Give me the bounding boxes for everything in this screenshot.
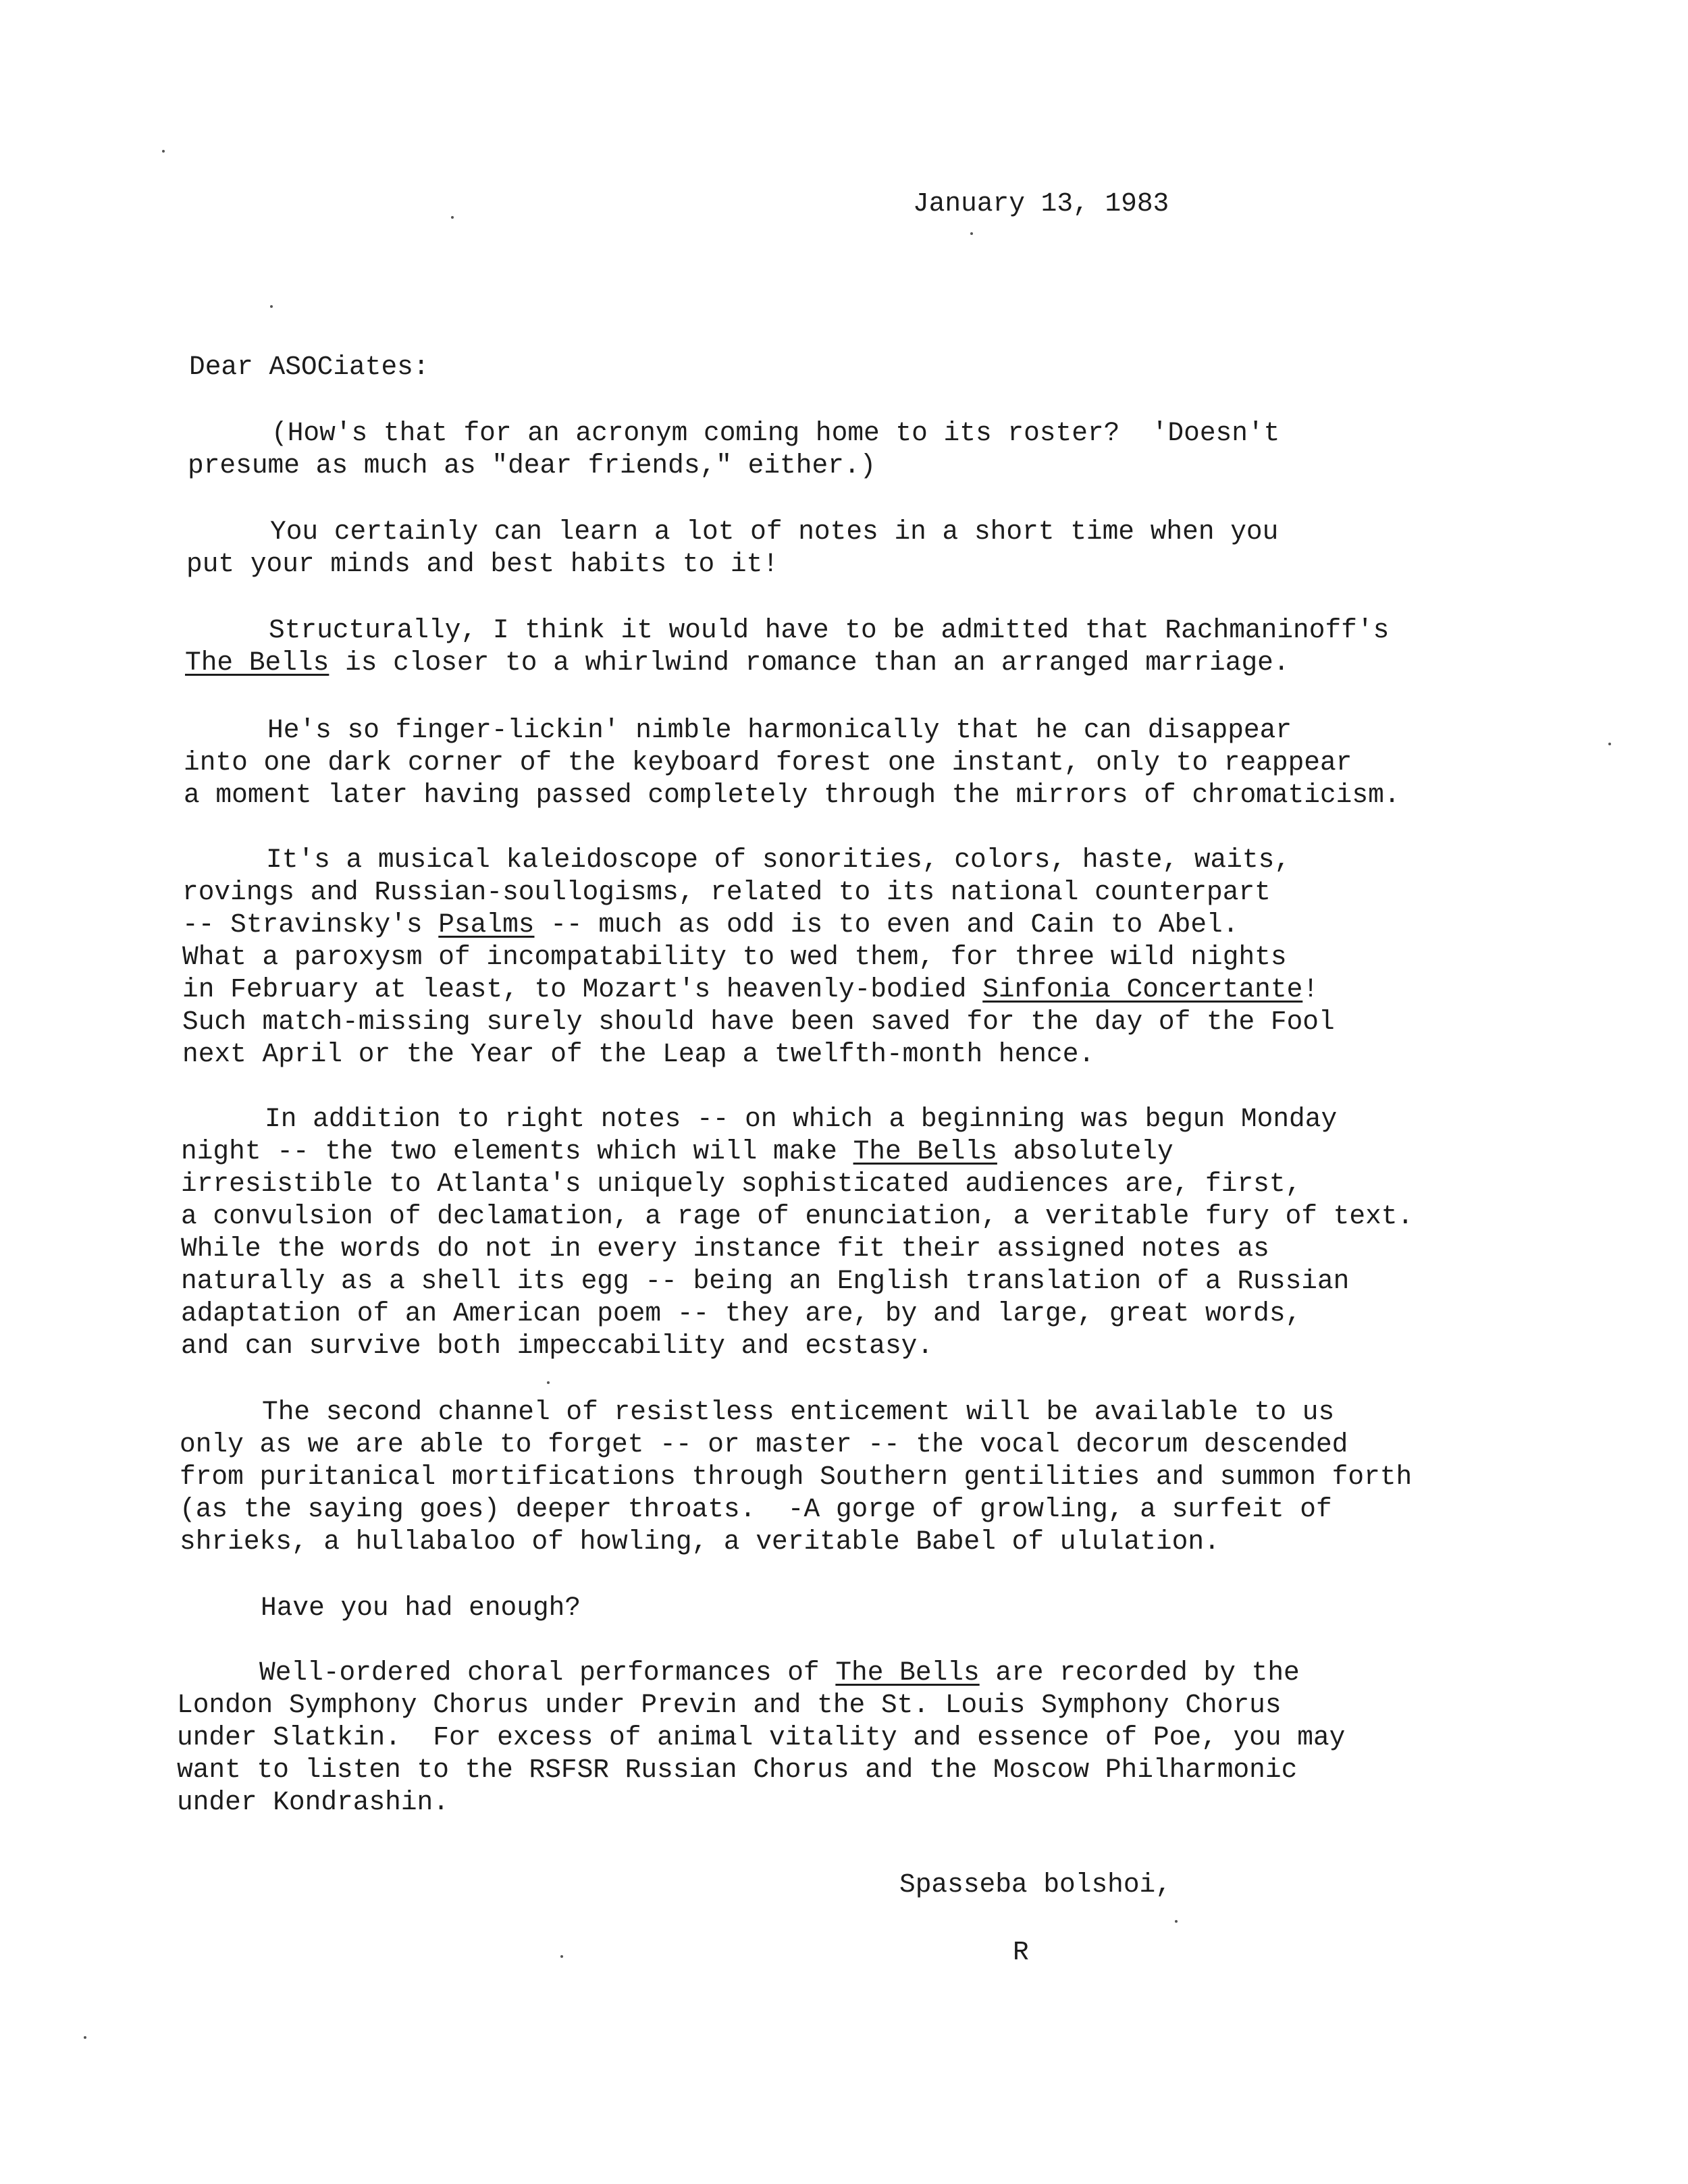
work-title: Sinfonia Concertante [982, 974, 1303, 1005]
paragraph-7-line-1: The second channel of resistless enticement will be available to us [262, 1397, 1335, 1427]
paragraph-1-line-1: (How's that for an acronym coming home to its roster? 'Doesn't [271, 418, 1280, 448]
scan-speck [84, 2036, 86, 2039]
paragraph-9-line-4: want to listen to the RSFSR Russian Chorus and the Moscow Philharmonic [177, 1755, 1298, 1785]
work-title: The Bells [185, 647, 329, 678]
paragraph-5-line-4: What a paroxysm of incompatability to wed them, for three wild nights [182, 942, 1287, 972]
paragraph-6-line-5: While the words do not in every instance fit their assigned notes as [181, 1233, 1269, 1264]
paragraph-6-line-1: In addition to right notes -- on which a beginning was begun Monday [265, 1104, 1338, 1134]
line-text: -- Stravinsky's [182, 909, 439, 940]
paragraph-3-line-1: Structurally, I think it would have to be admitted that Rachmaninoff's [269, 615, 1390, 645]
line-text: absolutely [997, 1136, 1173, 1167]
scan-speck [451, 216, 454, 219]
paragraph-7-line-2: only as we are able to forget -- or master -- the vocal decorum descended [180, 1429, 1348, 1460]
letter-date: January 13, 1983 [913, 188, 1169, 219]
scan-speck [1175, 1920, 1178, 1923]
scan-speck [560, 1955, 563, 1958]
paragraph-5-line-5 [182, 974, 1319, 1006]
paragraph-2-line-1: You certainly can learn a lot of notes in a short time when you [270, 516, 1279, 547]
line-text: ! [1302, 974, 1319, 1005]
paragraph-1-line-2: presume as much as "dear friends," either.) [188, 450, 876, 481]
paragraph-5-line-7: next April or the Year of the Leap a twelfth-month hence. [182, 1039, 1095, 1069]
paragraph-6-line-6: naturally as a shell its egg -- being an English translation of a Russian [181, 1266, 1350, 1296]
scan-speck [1608, 743, 1611, 745]
paragraph-5-line-6: Such match-missing surely should have been saved for the day of the Fool [182, 1007, 1335, 1037]
paragraph-6-line-3: irresistible to Atlanta's uniquely sophisticated audiences are, first, [181, 1169, 1302, 1199]
signature-initial: R [1013, 1937, 1029, 1967]
paragraph-9-line-3: under Slatkin. For excess of animal vitality and essence of Poe, you may [177, 1722, 1346, 1753]
line-text: night -- the two elements which will make [181, 1136, 853, 1167]
paragraph-7-line-5: shrieks, a hullabaloo of howling, a veritable Babel of ululation. [180, 1526, 1220, 1557]
paragraph-8-line-1: Have you had enough? [261, 1593, 581, 1623]
paragraph-9-line-5: under Kondrashin. [177, 1787, 449, 1817]
paragraph-5-line-1: It's a musical kaleidoscope of sonorities, colors, haste, waits, [266, 845, 1291, 875]
scan-speck [162, 150, 165, 153]
line-text: -- much as odd is to even and Cain to Abel. [534, 909, 1239, 940]
line-text: Well-ordered choral performances of [259, 1657, 836, 1688]
work-title: The Bells [853, 1136, 997, 1167]
line-text: is closer to a whirlwind romance than an arranged marriage. [329, 647, 1290, 678]
line-text: are recorded by the [979, 1657, 1300, 1688]
paragraph-3-line-2 [185, 647, 1290, 679]
paragraph-9-line-2: London Symphony Chorus under Previn and the St. Louis Symphony Chorus [177, 1690, 1282, 1720]
closing: Spasseba bolshoi, [899, 1869, 1171, 1900]
paragraph-7-line-4: (as the saying goes) deeper throats. -A gorge of growling, a surfeit of [180, 1494, 1332, 1524]
scan-speck [970, 232, 973, 235]
paragraph-4-line-1: He's so finger-lickin' nimble harmonically that he can disappear [267, 715, 1292, 745]
work-title: Psalms [438, 909, 535, 940]
salutation: Dear ASOCiates: [189, 352, 429, 382]
scan-speck [547, 1381, 550, 1384]
paragraph-5-line-2: rovings and Russian-soullogisms, related to its national counterpart [182, 877, 1271, 907]
paragraph-4-line-3: a moment later having passed completely through the mirrors of chromaticism. [184, 780, 1400, 810]
paragraph-7-line-3: from puritanical mortifications through Southern gentilities and summon forth [180, 1462, 1413, 1492]
paragraph-6-line-8: and can survive both impeccability and ecstasy. [181, 1331, 934, 1361]
paragraph-4-line-2: into one dark corner of the keyboard forest one instant, only to reappear [184, 747, 1352, 778]
line-text: in February at least, to Mozart's heavenly-bodied [182, 974, 983, 1005]
paragraph-6-line-2 [181, 1136, 1173, 1168]
paragraph-6-line-7: adaptation of an American poem -- they are, by and large, great words, [181, 1298, 1302, 1329]
paragraph-2-line-2: put your minds and best habits to it! [186, 549, 779, 579]
paragraph-9-line-1 [259, 1657, 1300, 1689]
work-title: The Bells [835, 1657, 980, 1688]
paragraph-6-line-4: a convulsion of declamation, a rage of enunciation, a veritable fury of text. [181, 1201, 1414, 1231]
scan-speck [270, 305, 273, 308]
paragraph-5-line-3 [182, 909, 1238, 941]
